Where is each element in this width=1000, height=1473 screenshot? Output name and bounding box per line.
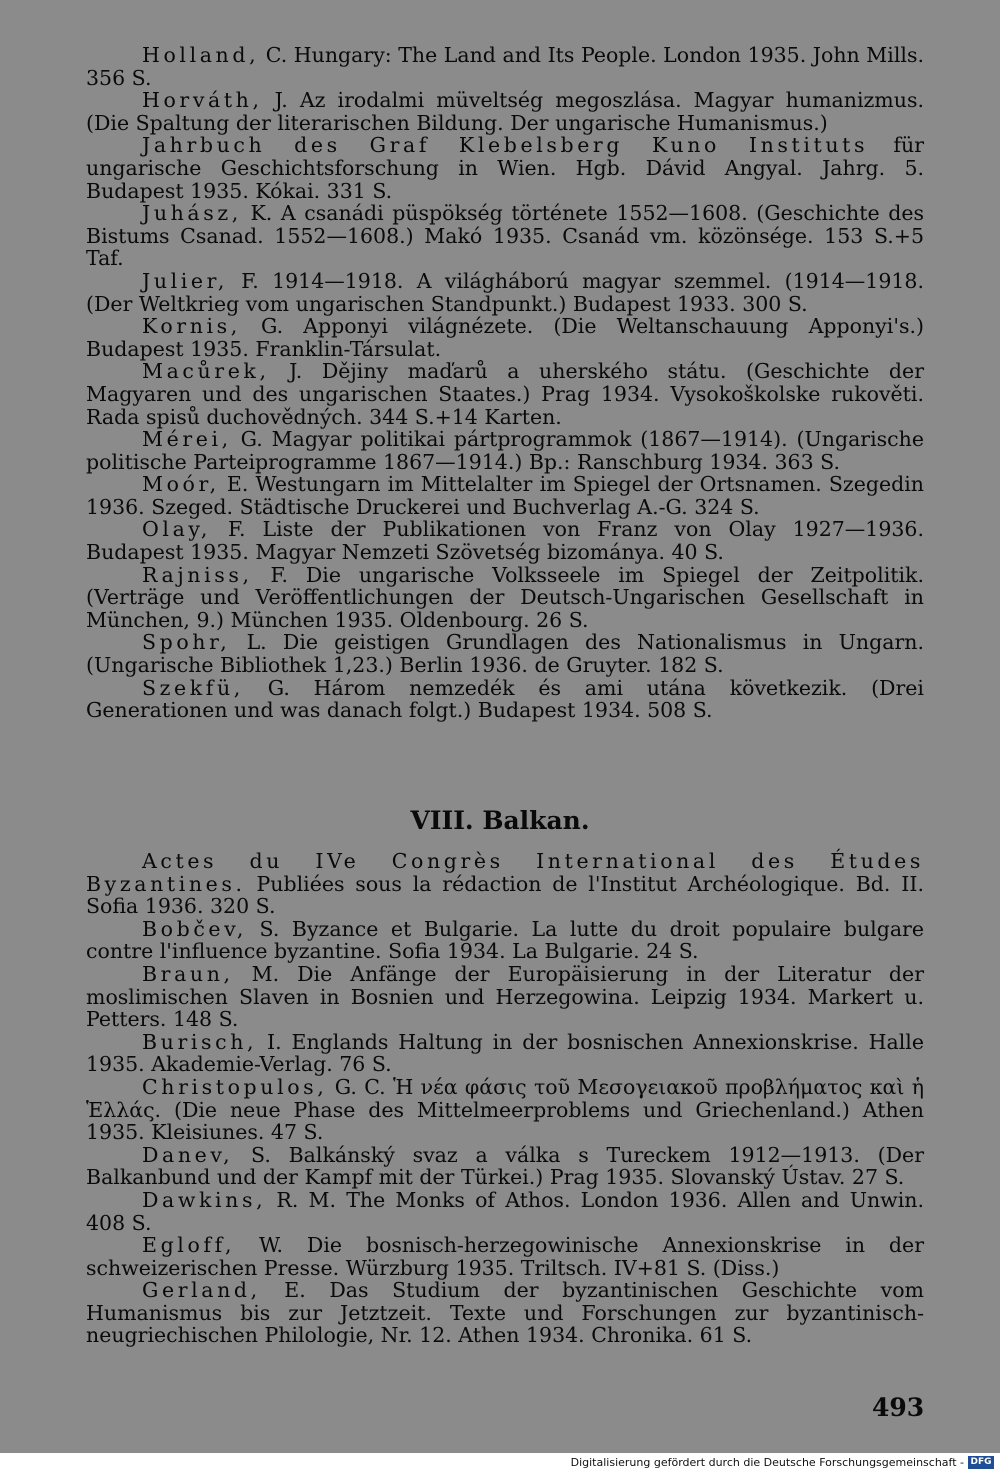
bibliography-entry — [86, 677, 924, 722]
entry-author: Kornis, — [142, 314, 241, 339]
page-number: 493 — [872, 1393, 925, 1422]
entry-author: Actes du IVe Congrès International des Études Byzantines. — [86, 849, 924, 896]
entry-text: K. A csanádi püspökség története 1552—1608. (Geschichte des Bistums Csanad. 1552—1608.) Makó 1935. Csanád vm. közönsége. 153 S.+5 Taf. — [86, 201, 924, 271]
entry-text: R. M. The Monks of Athos. London 1936. Allen and Unwin. 408 S. — [86, 1187, 924, 1235]
bibliography-entry — [86, 428, 924, 473]
entry-text: F. Die ungarische Volksseele im Spiegel der Zeitpolitik. (Verträge und Veröffentlichungen der Deutsch-Ungarischen Gesellschaft in München, 9.) München 1935. Oldenbourg. 26 S. — [86, 562, 924, 632]
bibliography-entry — [86, 1144, 924, 1189]
bibliography-section-8 — [86, 850, 924, 1347]
entry-author: Holland, — [142, 43, 260, 67]
bibliography-entry — [86, 270, 924, 315]
entry-author: Horváth, — [142, 88, 263, 113]
entry-author: Dawkins, — [142, 1187, 267, 1212]
bibliography-entry — [86, 518, 924, 563]
bibliography-entry — [86, 134, 924, 202]
entry-author: Rajniss, — [142, 562, 253, 587]
entry-text: C. Hungary: The Land and Its People. London 1935. John Mills. 356 S. — [86, 43, 924, 90]
entry-author: Julier, — [142, 268, 228, 293]
entry-author: Jahrbuch des Graf Klebelsberg Kuno Instituts — [142, 133, 869, 158]
entry-text: für ungarische Geschichtsforschung in Wien. Hgb. Dávid Angyal. Jahrg. 5. Budapest 1935. Kókai. 331 S. — [86, 133, 924, 203]
bibliography-entry — [86, 918, 924, 963]
footer-text: Digitalisierung gefördert durch die Deutsche Forschungsgemeinschaft - — [570, 1456, 964, 1469]
entry-author: Bobčev, — [142, 916, 248, 941]
bibliography-entry — [86, 631, 924, 676]
entry-text: J. Az irodalmi müveltség megoszlása. Magyar humanizmus. (Die Spaltung der literarischen Bildung. Der ungarische Humanismus.) — [86, 88, 924, 135]
entry-text: M. Die Anfänge der Europäisierung in der Literatur der moslimischen Slaven in Bosnien und Herzegowina. Leipzig 1934. Markert u. Petters. 148 S. — [86, 961, 924, 1032]
entry-author: Olay, — [142, 517, 211, 542]
entry-author: Danev, — [142, 1142, 234, 1167]
bibliography-entry — [86, 1076, 924, 1144]
entry-text: F. 1914—1918. A világháború magyar szemmel. (1914—1918. (Der Weltkrieg vom ungarischen Standpunkt.) Budapest 1933. 300 S. — [86, 268, 924, 316]
bibliography-entry — [86, 89, 924, 134]
entry-author: Egloff, — [142, 1233, 236, 1258]
entry-author: Juhász, — [142, 201, 242, 226]
entry-author: Braun, — [142, 961, 234, 986]
bibliography-entry — [86, 202, 924, 270]
entry-text: E. Westungarn im Mittelalter im Spiegel der Ortsnamen. Szegedin 1936. Szeged. Städtische Druckerei und Buchverlag A.-G. 324 S. — [86, 472, 924, 519]
bibliography-entry — [86, 315, 924, 360]
bibliography-entry — [86, 473, 924, 518]
bibliography-entry — [86, 360, 924, 428]
entry-author: Christopulos, — [142, 1074, 328, 1099]
entry-text: J. Dějiny maďarů a uherského státu. (Geschichte der Magyaren und des ungarischen Staates.) Prag 1934. Vysokoškolske rukověti. Rada spisů duchovědných. 344 S.+14 Karten. — [86, 359, 924, 429]
bibliography-entry — [86, 1279, 924, 1347]
bibliography-entry — [86, 850, 924, 918]
entry-text: G. Három nemzedék és ami utána következik. (Drei Generationen und was danach folgt.) Budapest 1934. 508 S. — [86, 675, 924, 723]
entry-author: Mérei, — [142, 427, 232, 452]
bibliography-entry — [86, 1031, 924, 1076]
entry-text: I. Englands Haltung in der bosnischen Annexionskrise. Halle 1935. Akademie-Verlag. 76 S. — [86, 1029, 924, 1077]
bibliography-entry — [86, 44, 924, 89]
entry-author: Moór, — [142, 472, 220, 497]
bibliography-entry — [86, 564, 924, 632]
entry-text: G. C. Ἡ νέα φάσις τοῦ Μεσογειακοῦ προβλήματος καὶ ἡ Ἑλλάς. (Die neue Phase des Mittelmeerproblems und Griechenland.) Athen 1935. Kleisiunes. 47 S. — [86, 1074, 924, 1145]
digitization-footer — [0, 1453, 1000, 1473]
entry-text: E. Das Studium der byzantinischen Geschichte vom Humanismus bis zur Jetztzeit. Texte und Forschungen zur byzantinisch-neugriechischen Philologie, Nr. 12. Athen 1934. Chronika. 61 S. — [86, 1278, 924, 1348]
entry-text: S. Byzance et Bulgarie. La lutte du droit populaire bulgare contre l'influence byzantine. Sofia 1934. La Bulgarie. 24 S. — [86, 916, 924, 964]
entry-author: Burisch, — [142, 1029, 258, 1054]
section-heading: VIII. Balkan. — [410, 806, 590, 835]
entry-text: G. Magyar politikai pártprogrammok (1867—1914). (Ungarische politische Parteiprogramme 1867—1914.) Bp.: Ranschburg 1934. 363 S. — [86, 427, 924, 474]
entry-text: S. Balkánský svaz a válka s Tureckem 1912—1913. (Der Balkanbund und der Kampf mit der Türkei.) Prag 1935. Slovanský Ústav. 27 S. — [86, 1142, 924, 1190]
entry-text: F. Liste der Publikationen von Franz von Olay 1927—1936. Budapest 1935. Magyar Nemzeti Szövetség bizománya. 40 S. — [86, 517, 924, 565]
entry-text: Publiées sous la rédaction de l'Institut Archéologique. Bd. II. Sofia 1936. 320 S. — [86, 871, 924, 919]
entry-text: G. Apponyi világnézete. (Die Weltanschauung Apponyi's.) Budapest 1935. Franklin-Társulat. — [86, 314, 924, 361]
bibliography-section-7 — [86, 44, 924, 722]
bibliography-entry — [86, 963, 924, 1031]
entry-author: Gerland, — [142, 1278, 261, 1303]
entry-author: Macůrek, — [142, 359, 270, 384]
entry-author: Spohr, — [142, 630, 231, 655]
entry-text: W. Die bosnisch-herzegowinische Annexionskrise in der schweizerischen Presse. Würzburg 1935. Triltsch. IV+81 S. (Diss.) — [86, 1233, 924, 1280]
entry-text: L. Die geistigen Grundlagen des Nationalismus in Ungarn. (Ungarische Bibliothek 1,23.) Berlin 1936. de Gruyter. 182 S. — [86, 630, 924, 678]
bibliography-entry — [86, 1189, 924, 1234]
bibliography-entry — [86, 1234, 924, 1279]
entry-author: Szekfü, — [142, 675, 244, 700]
dfg-logo: DFG — [968, 1456, 994, 1469]
